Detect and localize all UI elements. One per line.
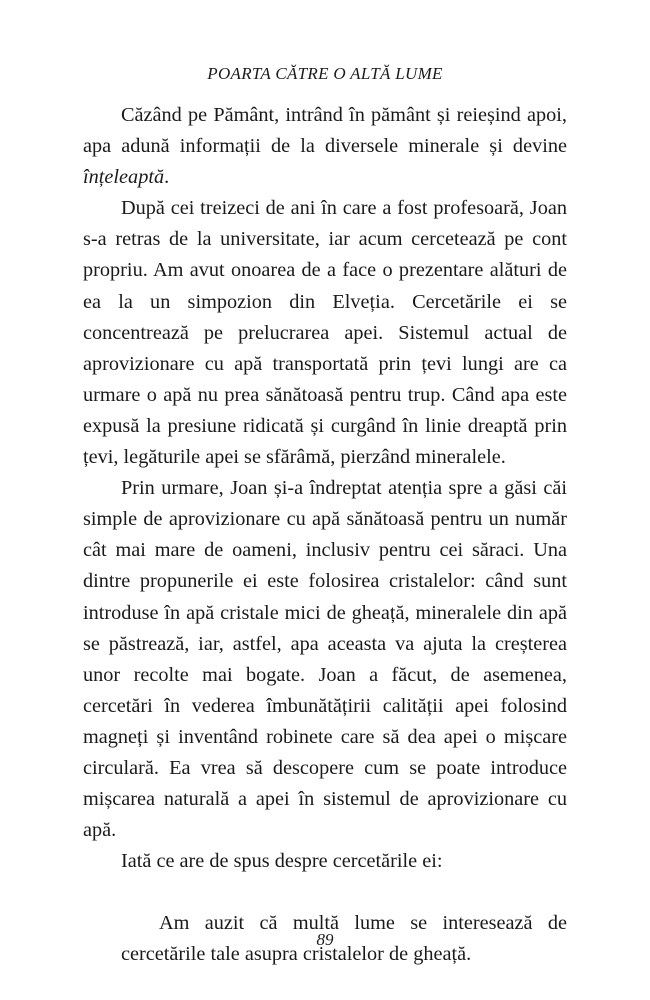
paragraph-1: [83, 100, 567, 193]
running-head: POARTA CĂTRE O ALTĂ LUME: [207, 64, 443, 83]
paragraph-1-text: Căzând pe Pământ, intrând în pământ și reieșind apoi, apa adună informații de la diversele minerale și devine: [83, 104, 567, 158]
body-text: [83, 100, 567, 971]
emphasis-word: înțeleaptă: [83, 166, 165, 189]
paragraph-4: Iată ce are de spus despre cercetările ei:: [121, 850, 443, 873]
paragraph-2: După cei treizeci de ani în care a fost profesoară, Joan s-a retras de la universitate, iar acum cercetează pe cont propriu. Am avut onoarea de a face o prezentare alături de ea la un simpozion din Elveția. Cercetările ei se concentrează pe prelucrarea apei. Sistemul actual de aprovizionare cu apă transportată prin țevi lungi are ca urmare o apă nu prea sănătoasă pentru trup. Când apa este expusă la presiune ridicată și curgând în linie dreaptă prin țevi, legăturile apei se sfărâmă, pierzând mineralele.: [83, 197, 567, 469]
page-number: 89: [316, 930, 334, 949]
paragraph-1-end: .: [164, 166, 170, 189]
paragraph-3: Prin urmare, Joan și-a îndreptat atenția spre a găsi căi simple de aprovizionare cu apă sănătoasă pentru un număr cât mai mare de oameni, inclusiv pentru cei săraci. Una dintre propunerile ei este folosirea cristalelor: când sunt introduse în apă cristale mici de gheață, mineralele din apă se păstrează, iar, astfel, apa aceasta va ajuta la creșterea unor recolte mai bogate. Joan a făcut, de asemenea, cercetări în vederea îmbunătățirii calității apei folosind magneți și inventând robinete care să dea apei o mișcare circulară. Ea vrea să descopere cum se poate introduce mișcarea naturală a apei în sistemul de aprovizionare cu apă.: [83, 477, 567, 842]
quote-spacer: [83, 877, 567, 908]
block-quote: Am auzit că multă lume se interesează de cercetările tale asupra cristalelor de gheață.: [121, 912, 567, 966]
